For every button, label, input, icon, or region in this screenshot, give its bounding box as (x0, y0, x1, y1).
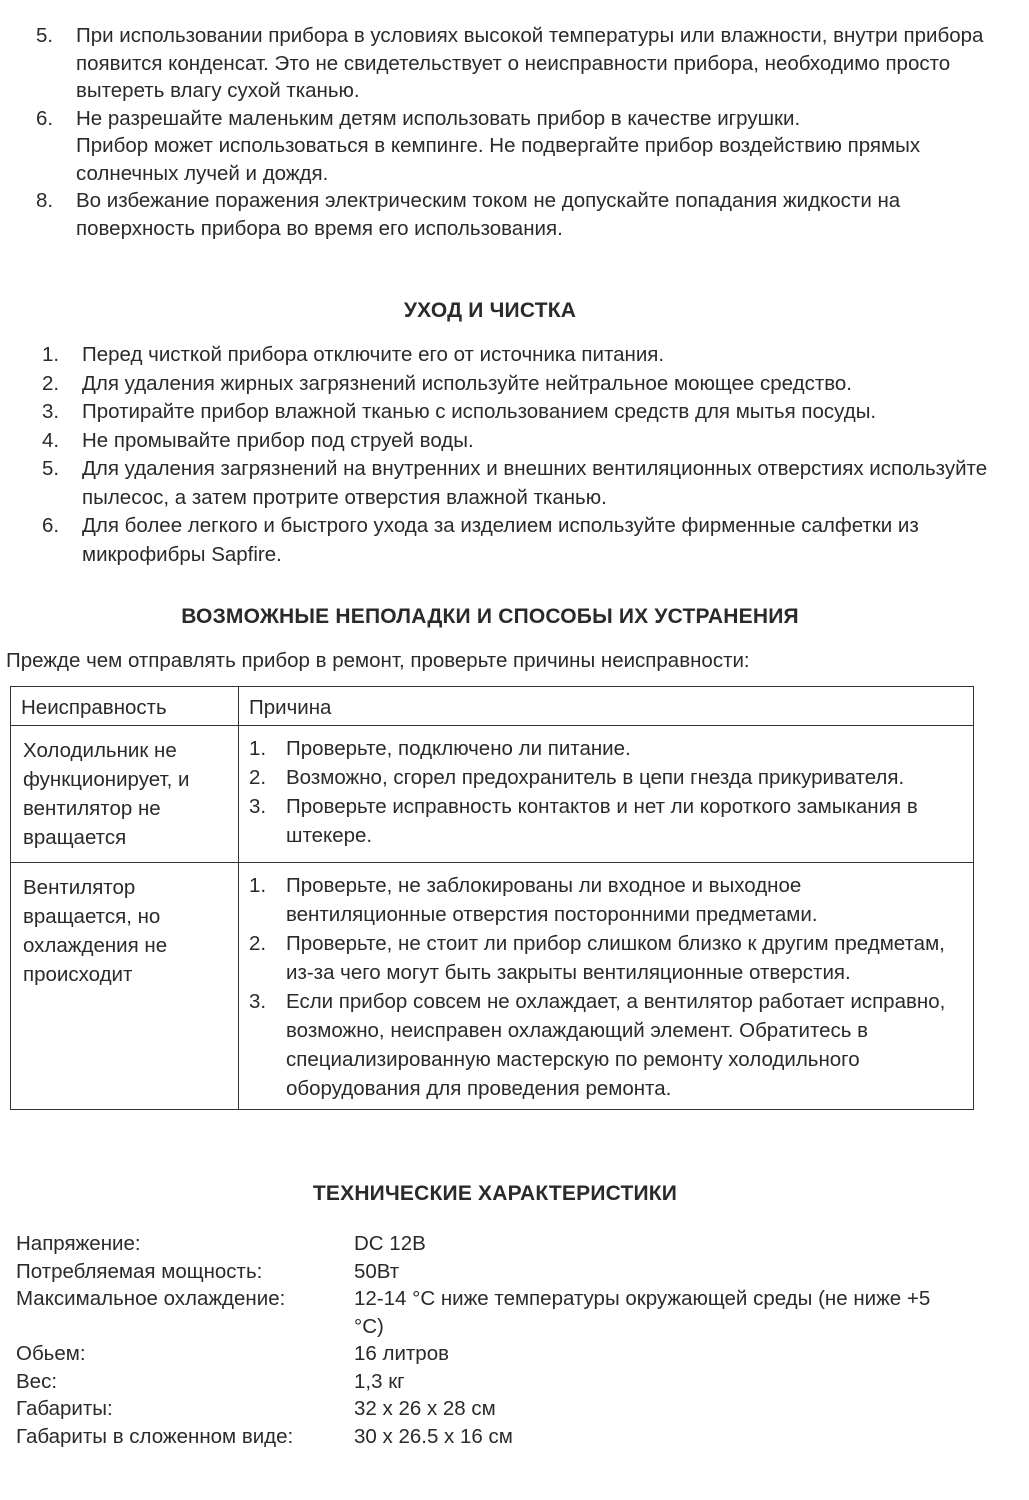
specs-list (16, 1230, 954, 1450)
list-item (42, 512, 1002, 569)
cause-item (249, 871, 963, 929)
spec-label: Вес: (16, 1369, 58, 1393)
item-text: Проверьте, не заблокированы ли входное и выходное вентиляционные отверстия посторонними предметами. (286, 874, 818, 926)
spec-row (16, 1368, 954, 1396)
item-number: 3. (249, 990, 267, 1013)
cause-item (249, 987, 963, 1103)
item-text: Если прибор совсем не охлаждает, а вентилятор работает исправно, возможно, неисправен охлаждающий элемент. Обратитесь в специализированную мастерскую по ремонту холодильного оборудования для проведения ремонта. (286, 990, 946, 1100)
item-number: 1. (42, 343, 60, 366)
item-number: 6. (42, 514, 60, 537)
troubleshooting-heading: ВОЗМОЖНЫЕ НЕПОЛАДКИ И СПОСОБЫ ИХ УСТРАНЕНИЯ (181, 605, 799, 628)
item-text: Протирайте прибор влажной тканью с использованием средств для мытья посуды. (82, 400, 877, 423)
list-item (42, 427, 1002, 456)
table-row (11, 863, 974, 1110)
spec-label: Габариты в сложенном виде: (16, 1424, 294, 1448)
item-number: 1. (249, 737, 267, 760)
item-text: Проверьте, не стоит ли прибор слишком близко к другим предметам, из-за чего могут быть закрыты вентиляционные отверстия. (286, 932, 945, 984)
spec-label: Обьем: (16, 1342, 86, 1365)
list-item (36, 22, 996, 105)
spec-label: Напряжение: (16, 1232, 141, 1255)
item-number: 5. (42, 457, 60, 480)
cause-item (249, 929, 963, 987)
item-text: Для удаления загрязнений на внутренних и внешних вентиляционных отверстиях используйте пылесос, а затем протрите отверстия влажной тканью. (82, 457, 988, 509)
item-number: 3. (42, 400, 60, 423)
spec-value: 16 литров (354, 1342, 449, 1365)
spec-value: DC 12В (354, 1232, 426, 1255)
spec-row (16, 1423, 954, 1451)
item-number: 5. (36, 24, 54, 47)
item-text: При использовании прибора в условиях высокой температуры или влажности, внутри прибора появится конденсат. Это не свидетельствует о неисправности прибора, необходимо просто вытереть влагу сухой тканью. (76, 24, 984, 102)
spec-row (16, 1395, 954, 1423)
column-header: Причина (239, 687, 974, 726)
spec-row (16, 1230, 954, 1258)
item-number: 8. (36, 189, 54, 212)
item-text: Проверьте, подключено ли питание. (286, 737, 631, 760)
cause-list (249, 871, 963, 1103)
item-number: 2. (42, 371, 60, 395)
care-heading: УХОД И ЧИСТКА (403, 299, 577, 322)
item-text: Для удаления жирных загрязнений используйте нейтральное моющее средство. (82, 371, 852, 395)
column-header: Неисправность (11, 687, 239, 726)
spec-value: 12-14 °С ниже температуры окружающей среды (не ниже +5 °С) (354, 1287, 931, 1338)
item-number: 2. (249, 932, 267, 955)
table-header-row (11, 687, 974, 726)
list-item (42, 370, 1002, 399)
safety-list (36, 22, 996, 242)
item-text: Прибор может использоваться в кемпинге. Не подвергайте прибор воздействию прямых солнечных лучей и дождя. (76, 134, 921, 185)
cause-list (249, 734, 963, 850)
care-list (42, 341, 1002, 569)
list-item (36, 105, 996, 133)
problem-cell: Вентилятор вращается, но охлаждения не происходит (11, 863, 239, 1110)
spec-row (16, 1285, 954, 1340)
troubleshooting-intro: Прежде чем отправлять прибор в ремонт, проверьте причины неисправности: (6, 649, 750, 672)
list-item (42, 398, 1002, 427)
cause-cell (239, 726, 974, 863)
list-item (42, 455, 1002, 512)
item-text: Для более легкого и быстрого ухода за изделием используйте фирменные салфетки из микрофибры Sapfire. (82, 514, 919, 566)
cause-item (249, 734, 963, 763)
specs-heading: ТЕХНИЧЕСКИЕ ХАРАКТЕРИСТИКИ (312, 1182, 678, 1205)
item-text: Перед чисткой прибора отключите его от источника питания. (82, 343, 665, 366)
table-row (11, 726, 974, 863)
spec-row (16, 1340, 954, 1368)
item-number: 2. (249, 766, 267, 789)
spec-value: 30 х 26.5 х 16 см (354, 1424, 513, 1448)
item-text: Не разрешайте маленьким детям использовать прибор в качестве игрушки. (76, 106, 801, 130)
spec-label: Максимальное охлаждение: (16, 1287, 286, 1310)
item-number: 1. (249, 874, 267, 897)
item-text: Во избежание поражения электрическим током не допускайте попадания жидкости на поверхность прибора во время его использования. (76, 189, 901, 240)
spec-value: 1,3 кг (354, 1369, 405, 1393)
item-number: 3. (249, 795, 267, 818)
cause-item (249, 792, 963, 850)
item-text: Проверьте исправность контактов и нет ли короткого замыкания в штекере. (286, 795, 918, 847)
spec-label: Потребляемая мощность: (16, 1259, 263, 1283)
item-text: Не промывайте прибор под струей воды. (82, 428, 474, 452)
problem-cell: Холодильник не функционирует, и вентилятор не вращается (11, 726, 239, 863)
cause-cell (239, 863, 974, 1110)
spec-label: Габариты: (16, 1397, 113, 1420)
cause-item (249, 763, 963, 792)
spec-value: 50Вт (354, 1259, 400, 1283)
list-item (36, 132, 996, 187)
spec-value: 32 х 26 х 28 см (354, 1397, 496, 1420)
list-item (36, 187, 996, 242)
spec-row (16, 1258, 954, 1286)
item-number: 4. (42, 428, 60, 452)
item-number: 6. (36, 106, 54, 130)
item-text: Возможно, сгорел предохранитель в цепи гнезда прикуривателя. (286, 766, 905, 789)
list-item (42, 341, 1002, 370)
troubleshooting-table (10, 686, 974, 1110)
